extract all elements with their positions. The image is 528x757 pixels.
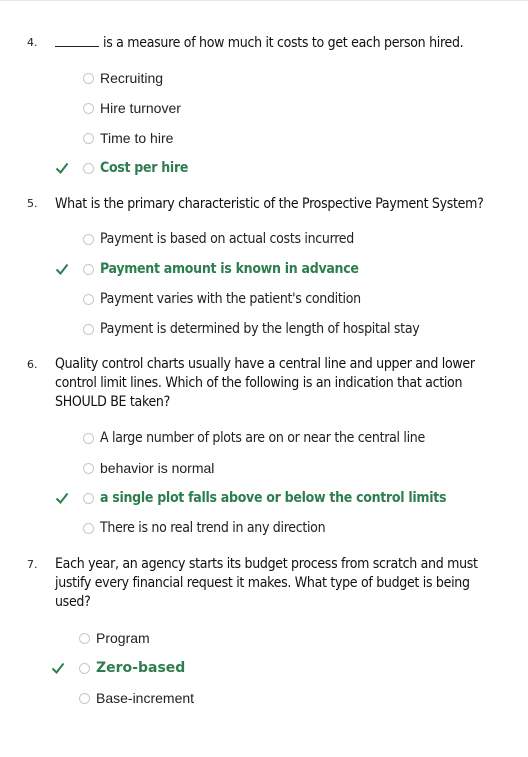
question-text: Quality control charts usually have a central line and upper and lower control limit lines. Which of the following is an indication that action SHOULD BE taken? [55,356,475,410]
answer-option[interactable] [83,319,419,339]
check-icon [55,161,69,175]
check-icon [55,262,69,276]
fill-in-blank [55,35,99,47]
radio-icon[interactable] [83,163,94,174]
answer-option[interactable] [83,68,163,88]
answer-option[interactable] [79,628,150,648]
radio-icon[interactable] [79,663,90,674]
answer-option[interactable] [83,428,425,448]
question-text: Each year, an agency starts its budget process from scratch and must justify every financial request it makes. What type of budget is being used? [55,556,478,610]
answer-option[interactable] [79,688,194,708]
radio-icon[interactable] [83,294,94,305]
question-number: 6. [27,358,38,371]
answer-option-correct[interactable] [83,259,359,279]
radio-icon[interactable] [83,523,94,534]
answer-option-label: a single plot falls above or below the control limits [100,490,447,506]
question-number: 7. [27,558,38,571]
answer-option-label: Payment varies with the patient's condition [100,291,361,307]
answer-option-label: Zero-based [96,660,186,676]
radio-icon[interactable] [83,264,94,275]
check-icon [51,661,65,675]
radio-icon[interactable] [83,234,94,245]
answer-option[interactable] [83,98,181,118]
answer-option-label: Payment is determined by the length of hospital stay [100,321,420,337]
answer-option-label: Payment is based on actual costs incurred [100,231,354,247]
answer-option-label: Base-increment [96,690,195,706]
answer-option-label: Payment amount is known in advance [100,261,359,277]
answer-option-correct[interactable] [83,158,188,178]
answer-option-label: Program [96,630,150,646]
radio-icon[interactable] [83,73,94,84]
question-text-body: is a measure of how much it costs to get each person hired. [103,35,464,51]
answer-option-label: Hire turnover [100,100,181,116]
question-number: 4. [27,36,38,49]
radio-icon[interactable] [83,324,94,335]
answer-option-label: Time to hire [100,130,174,146]
answer-option-label: behavior is normal [100,460,215,476]
answer-option[interactable] [83,128,173,148]
answer-option-correct[interactable] [79,658,185,678]
answer-option[interactable] [83,229,354,249]
answer-option-label: There is no real trend in any direction [100,520,326,536]
answer-option[interactable] [83,289,361,309]
radio-icon[interactable] [83,493,94,504]
answer-option[interactable] [83,458,214,478]
question-number: 5. [27,197,38,210]
top-divider [0,0,528,1]
answer-option-label: A large number of plots are on or near the central line [100,430,425,446]
answer-option[interactable] [83,518,325,538]
radio-icon[interactable] [83,133,94,144]
answer-option-correct[interactable] [83,488,446,508]
question-text [55,34,500,53]
radio-icon[interactable] [83,433,94,444]
answer-option-label: Recruiting [100,70,164,86]
radio-icon[interactable] [79,693,90,704]
answer-option-label: Cost per hire [100,160,189,176]
question-text: What is the primary characteristic of the Prospective Payment System? [55,196,484,212]
radio-icon[interactable] [83,463,94,474]
check-icon [55,491,69,505]
radio-icon[interactable] [79,633,90,644]
radio-icon[interactable] [83,103,94,114]
